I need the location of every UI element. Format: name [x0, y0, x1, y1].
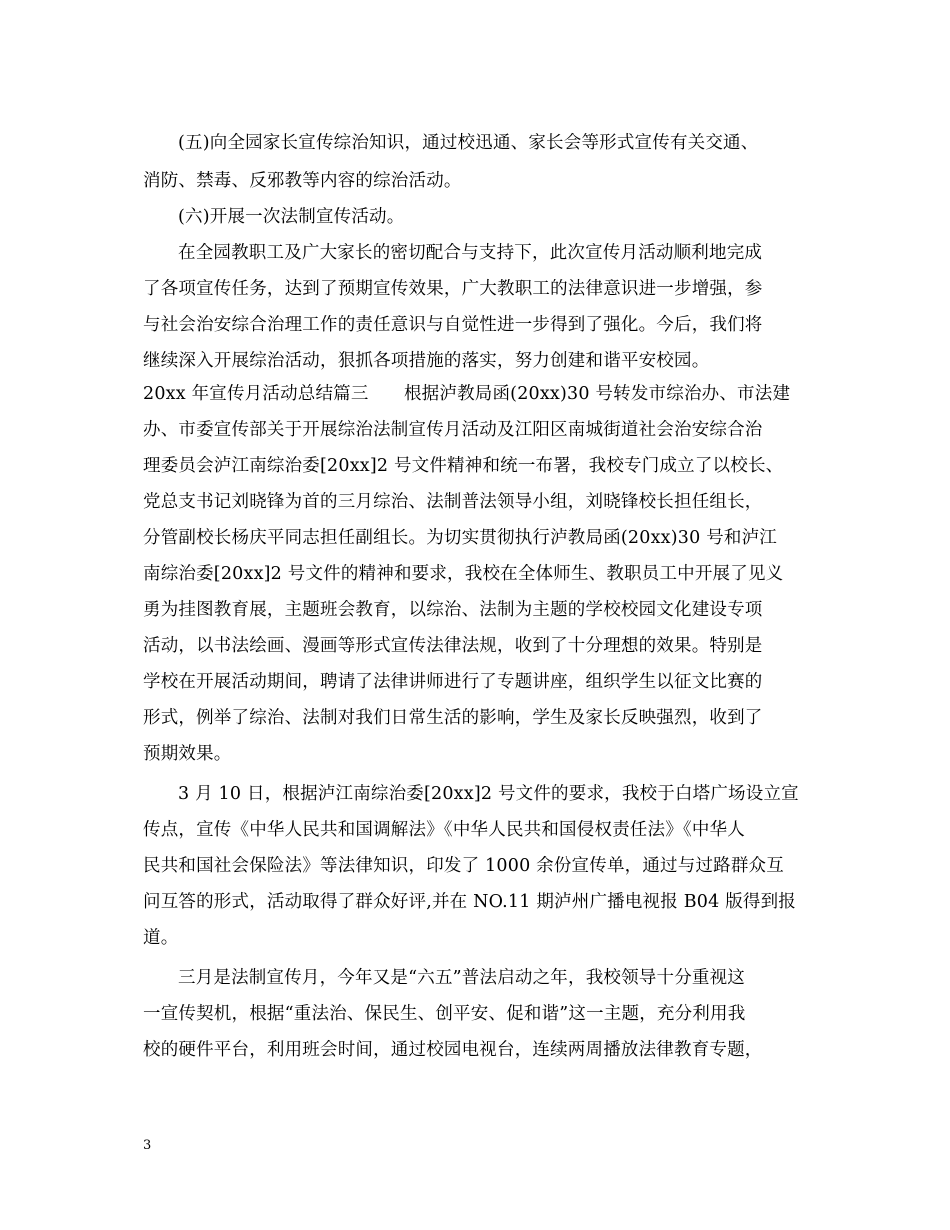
text-line: 校的硬件平台，利用班会时间，通过校园电视台，连续两周播放法律教育专题，: [143, 1040, 763, 1060]
text-line: 继续深入开展综治活动，狠抓各项措施的落实，努力创建和谐平安校园。: [143, 351, 710, 371]
text-line: 预期效果。: [143, 744, 232, 764]
text-line: 道。: [143, 928, 179, 948]
text-line: 分管副校长杨庆平同志担任副组长。为切实贯彻执行泸教局函(20xx)30 号和泸江: [143, 528, 777, 548]
text-line: (六)开展一次法制宣传活动。: [178, 207, 405, 227]
text-line: 消防、禁毒、反邪教等内容的综治活动。: [143, 171, 462, 191]
text-line: 与社会治安综合治理工作的责任意识与自觉性进一步得到了强化。今后，我们将: [143, 315, 763, 335]
page-number: 3: [143, 1138, 152, 1153]
text-line: 民共和国社会保险法》等法律知识，印发了 1000 余份宣传单，通过与过路群众互: [143, 856, 784, 876]
text-line: 在全园教职工及广大家长的密切配合与支持下，此次宣传月活动顺利地完成: [178, 243, 763, 263]
text-line: 3 月 10 日，根据泸江南综治委[20xx]2 号文件的要求，我校于白塔广场设立宣: [178, 784, 799, 804]
text-line: 党总支书记刘晓锋为首的三月综治、法制普法领导小组，刘晓锋校长担任组长，: [143, 492, 763, 512]
text-line: 传点，宣传《中华人民共和国调解法》《中华人民共和国侵权责任法》《中华人: [143, 820, 745, 840]
text-line: 办、市委宣传部关于开展综治法制宣传月活动及江阳区南城街道社会治安综合治: [143, 420, 763, 440]
text-line: 活动，以书法绘画、漫画等形式宣传法律法规，收到了十分理想的效果。特别是: [143, 636, 763, 656]
text-line: 问互答的形式，活动取得了群众好评,并在 NO.11 期泸州广播电视报 B04 版得到报: [143, 892, 797, 912]
text-line: 学校在开展活动期间，聘请了法律讲师进行了专题讲座，组织学生以征文比赛的: [143, 672, 763, 692]
text-line: 南综治委[20xx]2 号文件的精神和要求，我校在全体师生、教职员工中开展了见义: [143, 564, 784, 584]
text-line: 三月是法制宣传月，今年又是“六五”普法启动之年，我校领导十分重视这: [178, 968, 745, 988]
text-line: 勇为挂图教育展，主题班会教育，以综治、法制为主题的学校校园文化建设专项: [143, 600, 763, 620]
text-line: 形式，例举了综治、法制对我们日常生活的影响，学生及家长反映强烈，收到了: [143, 708, 763, 728]
text-line: (五)向全园家长宣传综治知识，通过校迅通、家长会等形式宣传有关交通、: [178, 133, 759, 153]
text-line: 理委员会泸江南综治委[20xx]2 号文件精神和统一布署，我校专门成立了以校长、: [143, 456, 784, 476]
text-line: 20xx 年宣传月活动总结篇三 根据泸教局函(20xx)30 号转发市综治办、市法建: [143, 384, 791, 404]
text-line: 一宣传契机，根据“重法治、保民生、创平安、促和谐”这一主题，充分利用我: [143, 1004, 746, 1024]
text-line: 了各项宣传任务，达到了预期宣传效果，广大教职工的法律意识进一步增强，参: [143, 279, 763, 299]
